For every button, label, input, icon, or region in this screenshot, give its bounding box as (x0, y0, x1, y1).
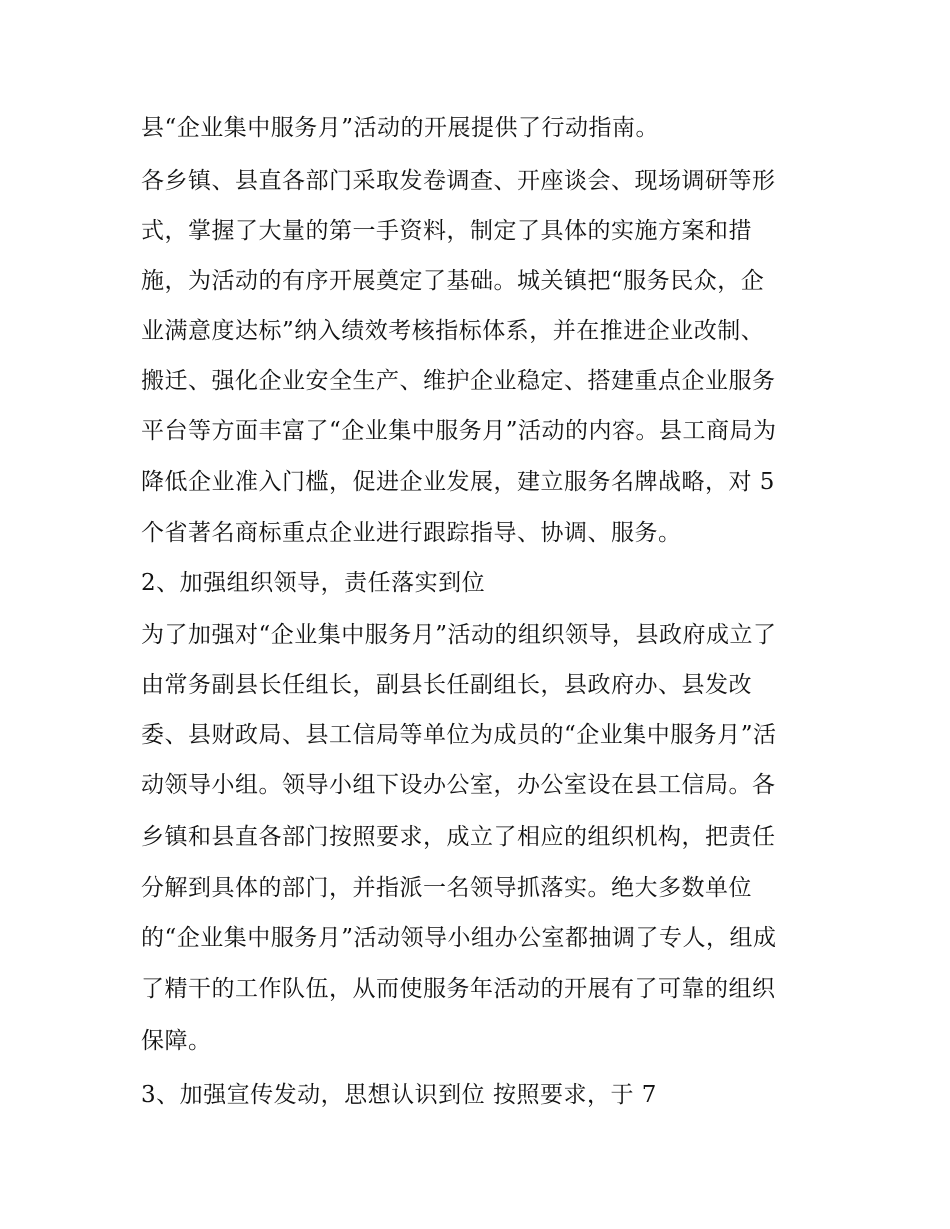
text-line-7: 平台等方面丰富了“企业集中服务月”活动的内容。县工商局为 (141, 418, 777, 444)
text-line-3: 式，掌握了大量的第一手资料，制定了具体的实施方案和措 (141, 218, 752, 244)
text-line-11: 为了加强对“企业集中服务月”活动的组织领导，县政府成立了 (141, 622, 777, 648)
text-line-1: 县“企业集中服务月”活动的开展提供了行动指南。 (141, 115, 660, 141)
text-line-9: 个省著名商标重点企业进行跟踪指导、协调、服务。 (141, 520, 682, 546)
text-line-5: 业满意度达标”纳入绩效考核指标体系，并在推进企业改制、 (141, 318, 765, 344)
text-line-15: 乡镇和县直各部门按照要求，成立了相应的组织机构，把责任 (141, 824, 776, 850)
text-line-17: 的“企业集中服务月”活动领导小组办公室都抽调了专人，组成 (141, 925, 777, 951)
text-line-8: 降低企业准入门槛，促进企业发展，建立服务名牌战略，对 5 (141, 469, 775, 495)
section-heading-3: 3、加强宣传发动，思想认识到位 按照要求，于 7 (141, 1082, 657, 1108)
section-heading-2: 2、加强组织领导，责任落实到位 (141, 570, 486, 596)
text-line-18: 了精干的工作队伍，从而使服务年活动的开展有了可靠的组织 (141, 976, 776, 1002)
text-line-2: 各乡镇、县直各部门采取发卷调查、开座谈会、现场调研等形 (141, 168, 776, 194)
text-line-13: 委、县财政局、县工信局等单位为成员的“企业集中服务月”活 (141, 722, 777, 748)
text-line-16: 分解到具体的部门，并指派一名领导抓落实。绝大多数单位 (141, 875, 752, 901)
text-line-19: 保障。 (141, 1028, 212, 1054)
text-line-12: 由常务副县长任组长，副县长任副组长，县政府办、县发改 (141, 672, 752, 698)
text-line-6: 搬迁、强化企业安全生产、维护企业稳定、搭建重点企业服务 (141, 368, 776, 394)
text-line-4: 施，为活动的有序开展奠定了基础。城关镇把“服务民众，企 (141, 268, 765, 294)
text-line-14: 动领导小组。领导小组下设办公室，办公室设在县工信局。各 (141, 772, 776, 798)
